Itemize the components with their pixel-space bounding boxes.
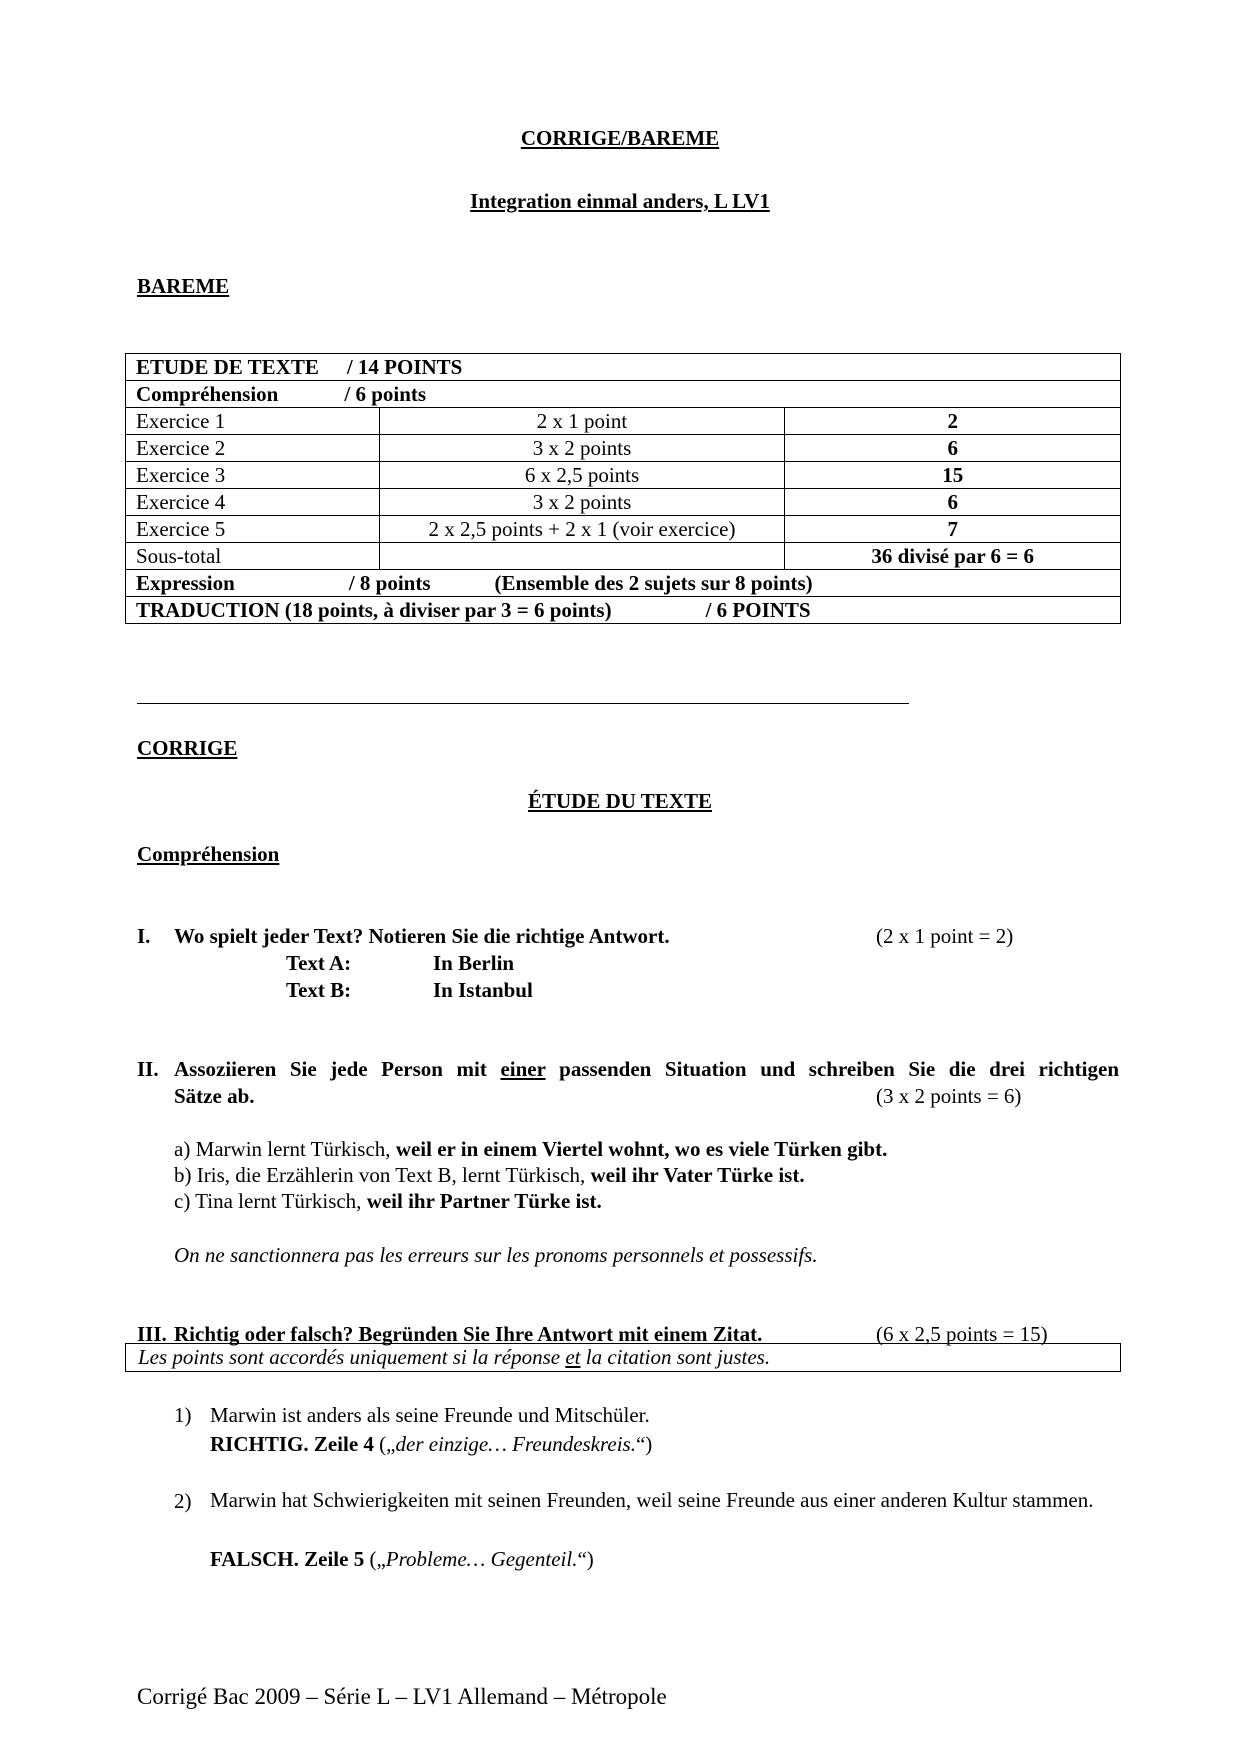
q1-question: Wo spielt jeder Text? Notieren Sie die richtige Antwort. bbox=[174, 924, 670, 948]
q3-box-part1: Les points sont accordés uniquement si la réponse bbox=[138, 1345, 566, 1369]
comprehension-heading: Compréhension bbox=[137, 842, 280, 866]
separator-line bbox=[137, 703, 909, 704]
bareme-row-traduction bbox=[126, 597, 1121, 624]
q3-item-quote: der einzige… Freundeskreis. bbox=[395, 1432, 636, 1456]
q1-answer-value: In Istanbul bbox=[433, 978, 533, 1002]
q2-answer-c bbox=[174, 1189, 602, 1213]
expression-note: (Ensemble des 2 sujets sur 8 points) bbox=[494, 571, 813, 595]
page-footer: Corrigé Bac 2009 – Série L – LV1 Allemand – Métropole bbox=[137, 1684, 667, 1709]
exercice-label: Exercice 1 bbox=[126, 408, 380, 435]
exercice-total: 7 bbox=[785, 516, 1121, 543]
exercice-detail: 3 x 2 points bbox=[379, 435, 785, 462]
q3-question: Richtig oder falsch? Begründen Sie Ihre Antwort mit einem Zitat. bbox=[174, 1322, 763, 1346]
bareme-row-comprehension bbox=[126, 381, 1121, 408]
q3-item-2-number: 2) bbox=[174, 1489, 192, 1513]
q2-answer-plain: a) Marwin lernt Türkisch, bbox=[174, 1137, 396, 1161]
subtotal-total: 36 divisé par 6 = 6 bbox=[785, 543, 1121, 570]
q2-answer-bold: weil ihr Vater Türke ist. bbox=[590, 1163, 805, 1187]
q2-answer-plain: b) Iris, die Erzählerin von Text B, lernt Türkisch, bbox=[174, 1163, 591, 1187]
subtotal-label: Sous-total bbox=[126, 543, 380, 570]
bareme-row-expression bbox=[126, 570, 1121, 597]
q1-answer-value: In Berlin bbox=[433, 951, 515, 975]
q1-points: (2 x 1 point = 2) bbox=[876, 924, 1014, 948]
q3-item-1-statement: Marwin ist anders als seine Freunde und Mitschüler. bbox=[210, 1403, 650, 1427]
comprehension-label: Compréhension bbox=[136, 382, 279, 406]
q2-answer-plain: c) Tina lernt Türkisch, bbox=[174, 1189, 367, 1213]
q3-item-1-number: 1) bbox=[174, 1403, 192, 1427]
q2-number: II. bbox=[137, 1057, 159, 1081]
bareme-row-etude bbox=[126, 354, 1121, 381]
q1-answer-label: Text B: bbox=[286, 978, 352, 1002]
q3-item-2-answer bbox=[210, 1547, 594, 1571]
quote-open: („ bbox=[364, 1547, 386, 1571]
bareme-row-exercice-3 bbox=[126, 462, 1121, 489]
q2-question bbox=[174, 1057, 1119, 1081]
q3-item-2-statement: Marwin hat Schwierigkeiten mit seinen Freunden, weil seine Freunde aus einer anderen Kultur stammen. bbox=[210, 1488, 1094, 1512]
bareme-heading: BAREME bbox=[137, 274, 230, 298]
exercice-total: 6 bbox=[785, 489, 1121, 516]
traduction-label: TRADUCTION (18 points, à diviser par 3 = 6 points) bbox=[136, 598, 612, 622]
comprehension-points: / 6 points bbox=[344, 382, 427, 406]
q2-question-line2: Sätze ab. bbox=[174, 1084, 255, 1108]
quote-close: “) bbox=[577, 1547, 594, 1571]
exercice-detail: 2 x 2,5 points + 2 x 1 (voir exercice) bbox=[379, 516, 785, 543]
bareme-row-exercice-1 bbox=[126, 408, 1121, 435]
etude-points: / 14 POINTS bbox=[346, 355, 463, 379]
exercice-label: Exercice 5 bbox=[126, 516, 380, 543]
q2-question-part2: passenden Situation und schreiben Sie die drei richtigen bbox=[545, 1057, 1119, 1081]
etude-heading: ÉTUDE DU TEXTE bbox=[528, 789, 712, 813]
exercice-detail: 6 x 2,5 points bbox=[379, 462, 785, 489]
q3-number: III. bbox=[137, 1322, 167, 1346]
q3-item-verdict: RICHTIG. Zeile 4 bbox=[210, 1432, 374, 1456]
q3-scoring-note-box bbox=[125, 1343, 1121, 1372]
q2-question-part1: Assoziieren Sie jede Person mit bbox=[174, 1057, 501, 1081]
q2-answer-b bbox=[174, 1163, 805, 1187]
q3-box-underlined: et bbox=[565, 1345, 581, 1369]
q1-number: I. bbox=[137, 924, 151, 948]
bareme-row-exercice-2 bbox=[126, 435, 1121, 462]
q2-answer-a bbox=[174, 1137, 887, 1161]
exercice-label: Exercice 2 bbox=[126, 435, 380, 462]
quote-close: “) bbox=[635, 1432, 653, 1456]
traduction-points: / 6 POINTS bbox=[705, 598, 811, 622]
exercice-total: 6 bbox=[785, 435, 1121, 462]
q2-points: (3 x 2 points = 6) bbox=[876, 1084, 1022, 1108]
page-subtitle: Integration einmal anders, L LV1 bbox=[470, 189, 770, 213]
q3-item-1-answer bbox=[210, 1432, 652, 1456]
exercice-detail: 3 x 2 points bbox=[379, 489, 785, 516]
exercice-label: Exercice 3 bbox=[126, 462, 380, 489]
bareme-row-exercice-4 bbox=[126, 489, 1121, 516]
q3-points: (6 x 2,5 points = 15) bbox=[876, 1322, 1048, 1346]
q2-note: On ne sanctionnera pas les erreurs sur les pronoms personnels et possessifs. bbox=[174, 1243, 818, 1267]
expression-points: / 8 points bbox=[348, 571, 431, 595]
exercice-total: 15 bbox=[785, 462, 1121, 489]
bareme-row-subtotal bbox=[126, 543, 1121, 570]
q2-answer-bold: weil er in einem Viertel wohnt, wo es viele Türken gibt. bbox=[395, 1137, 888, 1161]
expression-label: Expression bbox=[136, 571, 235, 595]
quote-open: („ bbox=[373, 1432, 396, 1456]
q3-box-part2: la citation sont justes. bbox=[580, 1345, 771, 1369]
exercice-total: 2 bbox=[785, 408, 1121, 435]
exercice-label: Exercice 4 bbox=[126, 489, 380, 516]
etude-label: ETUDE DE TEXTE bbox=[136, 355, 319, 379]
q3-item-quote: Probleme… Gegenteil. bbox=[385, 1547, 578, 1571]
q1-answer-label: Text A: bbox=[286, 951, 352, 975]
corrige-heading: CORRIGE bbox=[137, 736, 238, 760]
bareme-table bbox=[125, 353, 1121, 624]
q3-item-verdict: FALSCH. Zeile 5 bbox=[210, 1547, 365, 1571]
q2-question-underlined: einer bbox=[500, 1057, 546, 1081]
exercice-detail: 2 x 1 point bbox=[379, 408, 785, 435]
q2-answer-bold: weil ihr Partner Türke ist. bbox=[366, 1189, 602, 1213]
bareme-row-exercice-5 bbox=[126, 516, 1121, 543]
page-title: CORRIGE/BAREME bbox=[520, 126, 720, 150]
separator-text bbox=[137, 680, 909, 696]
subtotal-detail bbox=[379, 543, 785, 570]
